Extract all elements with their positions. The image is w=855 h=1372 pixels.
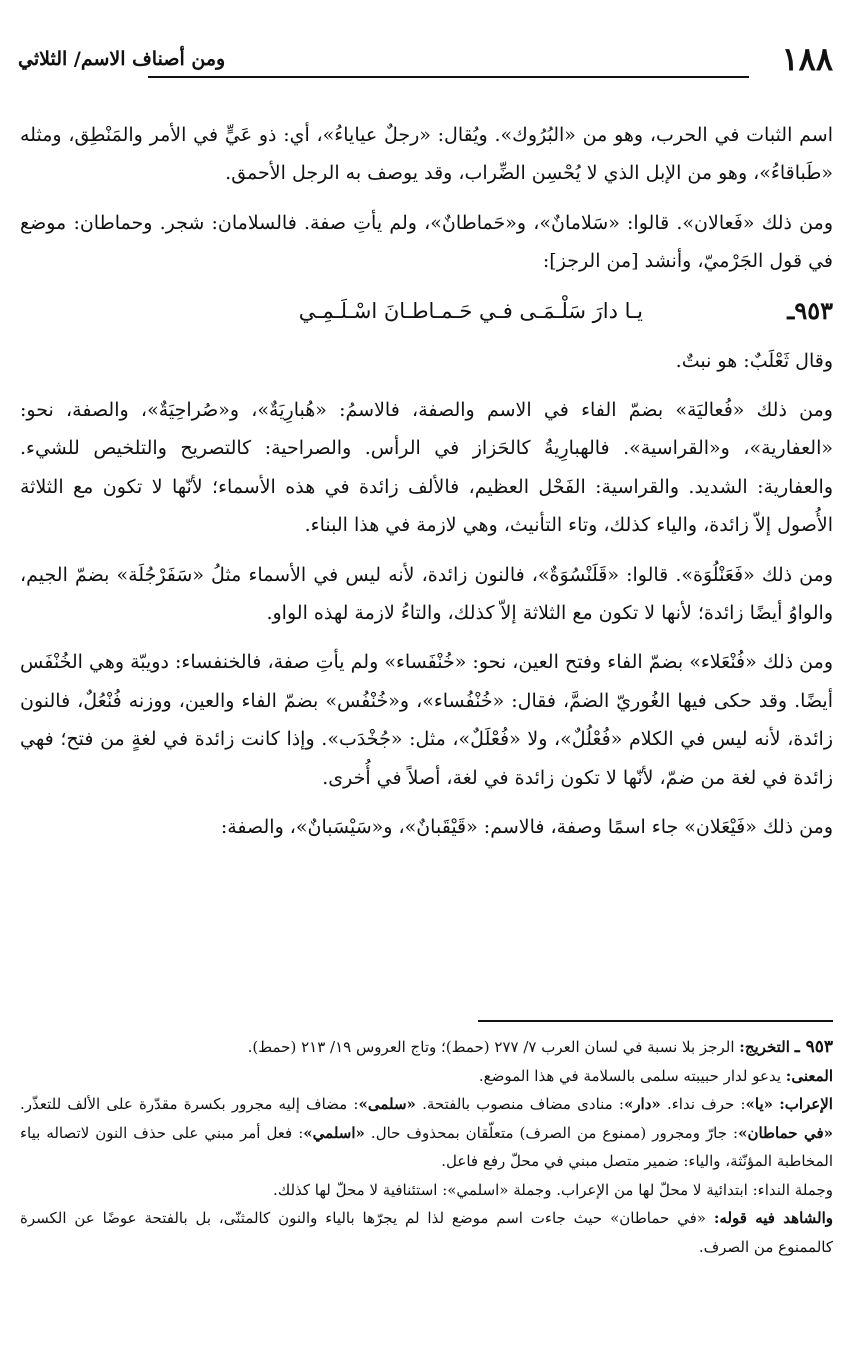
verse-line (20, 292, 833, 332)
running-title: ومن أصناف الاسم/ الثلاثي (18, 48, 226, 70)
takhrij-text: الرجز بلا نسبة في لسان العرب ٧/ ٢٧٧ (حمط)؛ وتاج العروس ١٩/ ٢١٣ (حمط). (247, 1038, 735, 1056)
main-text (20, 116, 833, 858)
maana-text: يدعو لدار حبيبته سلمى بالسلامة في هذا الموضع. (478, 1066, 781, 1085)
irab-term-islami: «اسلمي» (303, 1123, 365, 1142)
paragraph-2: ومن ذلك «فَعالان». قالوا: «سَلامانٌ»، و«حَماطانٌ»، ولم يأتِ صفة. فالسلامان: شجر. وحماطان: موضع في قول الجَرْميّ، وأنشد [من الرجز]: (20, 211, 833, 273)
irab-text-5: : فعل أمر مبني على حذف النون لاتصاله بياء المخاطبة المؤنّثة، والياء: ضمير متصل مبني في محلّ رفع فاعل. (20, 1123, 833, 1170)
shahid-label: والشاهد فيه قوله: (713, 1209, 834, 1227)
verse-number: ٩٥٣ـ (787, 295, 833, 325)
irab-term-salma: «سلمى» (358, 1095, 416, 1113)
note-jumla: وجملة النداء: ابتدائية لا محلّ لها من الإعراب. وجملة «اسلمي»: استئنافية لا محلّ لها كذلك. (273, 1180, 833, 1199)
paragraph-6: ومن ذلك «فُنْعَلاء» بضمّ الفاء وفتح العين، نحو: «خُنْفَساء» ولم يأتِ صفة، فالخنفساء: دويبّة وهي الخُنْفَس أيضًا. وقد حكى فيها الغُوريّ الضمَّ، فقال: «خُنْفُساء»، و«خُنْفُس» بضمّ الفاء والعين، ووزنه فُنْعُلٌ، فالنون زائدة، لأنه ليس في الكلام «فُعْلُلٌ»، ولا «فُعْلَلٌ»، مثل: «جُخْدَب». وإذا كانت زائدة في لغةٍ من فتح؛ فهي زائدة في لغة من ضمّ، لأنّها لا تكون زائدة في لغة، أصلاً في أُخرى. (20, 651, 833, 789)
irab-term-ya: «يا» (745, 1095, 774, 1113)
note-irab (20, 1090, 833, 1176)
irab-term-dar: «دار» (623, 1095, 661, 1113)
verse-text: يـا دارَ سَلْـمَـى فـي حَـمـاطـانَ اسْـلَـمِـي (298, 298, 643, 323)
irab-text-1: : حرف نداء. (660, 1095, 746, 1113)
paragraph-3: وقال ثَعْلَبٌ: هو نبتٌ. (675, 349, 833, 372)
note-maana (20, 1062, 833, 1091)
paragraph-5: ومن ذلك «فَعَنْلُوَة». قالوا: «قَلَنْسُوَةٌ»، فالنون زائدة، لأنه ليس في الأسماء مثلُ «سَفَرْجُلَة» بضمّ الجيم، والواوُ أيضًا زائدة؛ لأنها لا تكون مع الثلاثة إلاّ كذلك، والتاءُ لازمة لهذه الواو. (20, 563, 833, 625)
shahid-text: «في حماطان» حيث جاءت اسم موضع لذا لم يجرّها بالياء والنون كالمثنّى، بل بالفتحة عوضًا عن الكسرة كالممنوع من الصرف. (20, 1209, 833, 1256)
irab-term-fi-hamatan: «في حماطان» (738, 1123, 834, 1142)
paragraph-1: اسم الثبات في الحرب، وهو من «البُرُوك». ويُقال: «رجلٌ عياياءُ»، أي: ذو عَيٍّ في الأمر والمَنْطِق، ومثله «طَباقاءُ»، وهو من الإبل الذي لا يُحْسِن الضِّراب، وقد يوصف به الرجل الأحمق. (20, 124, 833, 185)
page-number: ١٨٨ (781, 40, 833, 78)
maana-label: المعنى: (785, 1066, 833, 1085)
footnotes (20, 1033, 833, 1261)
note-number: ٩٥٣ ـ (794, 1037, 833, 1057)
header-rule (148, 76, 749, 78)
page-header (18, 40, 833, 84)
irab-text-4: : جارّ ومجرور (ممنوع من الصرف) متعلّقان بمحذوف حال. (364, 1123, 739, 1142)
note-takhrij (20, 1033, 833, 1062)
paragraph-7: ومن ذلك «فَيْعَلان» جاء اسمًا وصفة، فالاسم: «قَيْقَبانٌ»، و«سَيْسَبانٌ»، والصفة: (220, 816, 833, 839)
takhrij-label: التخريج: (739, 1038, 790, 1056)
note-shahid (20, 1204, 833, 1261)
irab-text-3: : مضاف إليه مجرور بكسرة مقدّرة على الألف للتعذّر. (20, 1095, 359, 1113)
paragraph-4: ومن ذلك «فُعاليَة» بضمّ الفاء في الاسم والصفة، فالاسمُ: «هُبارِيَةٌ»، و«صُراحِيَةٌ»، والصفة، نحو: «العفارية»، و«القراسية». فالهبارِيةُ كالحَزاز في الرأس. والصراحية: كالتصريح والتلخيص للشيء. والعفارية: الشديد. والقراسية: الفَحْل العظيم، فالألف زائدة في هذه الأسماء؛ لأنّها لا تكون مع الثلاثة الأُصول إلاّ زائدة، والياء كذلك، وتاء التأنيث، وهي لازمة في هذا البناء. (20, 399, 833, 537)
irab-label: الإعراب: (779, 1095, 833, 1113)
footnote-rule (478, 1020, 833, 1022)
irab-text-2: : منادى مضاف منصوب بالفتحة. (415, 1095, 624, 1113)
